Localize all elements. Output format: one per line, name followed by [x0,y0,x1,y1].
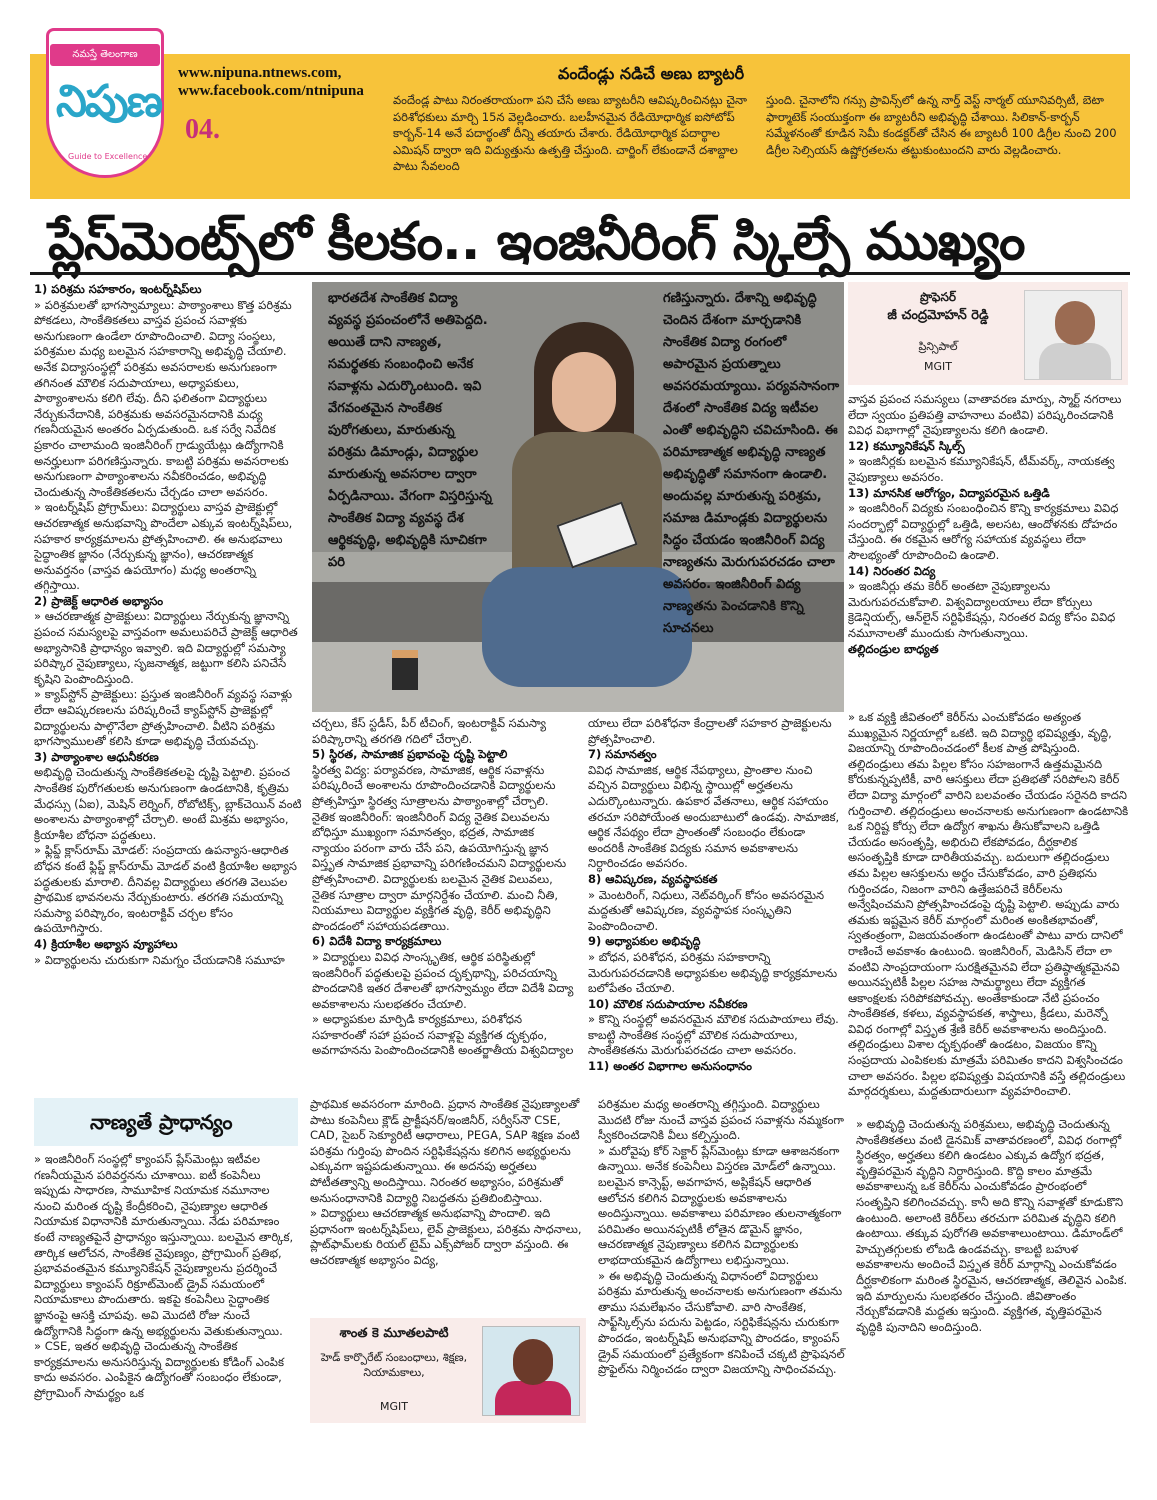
author-role: ప్రొఫెసర్ [919,290,956,304]
news-brief [393,64,1129,194]
bottom-column-e [310,1097,588,1313]
article-column-c [588,716,844,1078]
logo-tagline: నమస్తే తెలంగాణ [50,44,160,66]
paragraph: » ఇంజినీర్లు తమ కెరీర్ అంతటా నైపుణ్యాలను మెరుగుపరచుకోవాలి. విశ్వవిద్యాలయాలు లేదా కోర్సులు క్రెడెన్షియల్స్, ఆన్‌లైన్ సర్టిఫికేషన్లు, నిరంతర విద్య కోసం వివిధ నమూనాలతో ముందుకు సాగుతున్నాయి. [848,579,1116,640]
paragraph: » ఫ్లిప్డ్ క్లాస్‌రూమ్ మోడల్: సంప్రదాయ ఉపన్యాస-ఆధారిత బోధన కంటే ఫ్లిప్డ్ క్లాస్‌రూమ్ మోడల్ వంటి క్రియాశీల అభ్యాస పద్ధతులకు మారాలి. దీనివల్ల విద్యార్థులు తరగతి వెలుపల ప్రాథమిక భావనలను నేర్చుకుంటారు. తరగతి సమయాన్ని సమస్యా పరిష్కారం, ఇంటరాక్టివ్ చర్చల కోసం ఉపయోగిస్తారు. [34,843,297,936]
paragraph: » ఇంజినీరింగ్ సంస్థల్లో క్యాంపస్ ప్లేస్‌మెంట్లు ఇటీవల గణనీయమైన పరివర్తనను చూశాయి. ఐటీ కంపెనీలు ఇప్పుడు సాధారణ, సామూహిక నియామక నమూనాల నుంచి మరింత దృష్టి కేంద్రీకరించి, నైపుణ్యాల ఆధారిత నియామక విధానానికి మారుతున్నాయి. నేడు పరిమాణం కంటే నాణ్యతపైనే ప్రాధాన్యం ఇస్తున్నాయి. బలమైన తార్కిక, తార్కిక ఆలోచన, సాంకేతిక నైపుణ్యం, ప్రోగ్రామింగ్ ప్రతిభ, ప్రభావవంతమైన కమ్యూనికేషన్ నైపుణ్యాలను ప్రదర్శించే విద్యార్థులు క్యాంపస్ రిక్రూట్‌మెంట్ డ్రైవ్ సమయంలో నియామకాలు పొందుతారు. ఇకపై కంపెనీలు సైద్ధాంతిక జ్ఞానంపై ఆసక్తి చూపవు. అవి మొదటి రోజు నుంచే ఉద్యోగానికి సిద్ధంగా ఉన్న అభ్యర్థులను వెతుకుతున్నాయి. [34,1152,294,1338]
author-name: జీ చంద్రమోహన్ రెడ్డి [887,308,989,323]
paragraph: » బోధన, పరిశోధన, పరిశ్రమ సహకారాన్ని మెరుగుపరచడానికి అధ్యాపకుల అభివృద్ధి కార్యక్రమాలను బలోపేతం చేయాలి. [588,949,838,996]
website-link[interactable]: www.nipuna.ntnews.com, [178,65,342,81]
paragraph: చర్చలు, కేస్ స్టడీస్, పీర్ టీచింగ్, ఇంటరాక్టివ్ సమస్యా పరిష్కారాన్ని తరగతి గదిలో చేర్చాలి. [312,716,547,746]
article-column-right-top [848,392,1130,708]
intro-right: గణిస్తున్నారు. దేశాన్ని అభివృద్ధి చెందిన దేశంగా మార్చడానికి సాంకేతిక విద్యా రంగంలో అపారమైన ప్రయత్నాలు అవసరమయ్యాయి. పర్యవసానంగా దేశంలో సాంకేతిక విద్య ఇటీవల ఎంతో అభివృద్ధిని చవిచూసింది. ఈ పరిమాణాత్మక అభివృద్ధి నాణ్యత అభివృద్ధితో సమానంగా ఉండాలి. అందువల్ల మారుతున్న పరిశ్రమ, సమాజ డిమాండ్లకు విద్యార్థులను సిద్ధం చేయడం ఇంజినీరింగ్ విద్య నాణ్యతను మెరుగుపరచడం చాలా అవసరం. ఇంజినీరింగ్ విద్య నాణ్యతను పెంచడానికి కొన్ని సూచనలు [663,291,840,636]
paragraph: » అధ్యాపకుల మార్పిడి కార్యక్రమాలు, పరిశోధన సహకారంతో సహా ప్రపంచ సవాళ్లపై వ్యక్తిగత దృక్పథం, అవగాహనను పెంపొందించడానికి అంతర్జాతీయ విశ్వవిద్యాల [312,1012,574,1058]
paragraph: ప్రాథమిక అవసరంగా మారింది. ప్రధాన సాంకేతిక నైపుణ్యాలతో పాటు కంపెనీలు క్లౌడ్ ప్రాక్టీషనర్/ఇంజినీర్, సర్వీస్‌నౌ CSE, CAD, సైబర్ సెక్యూరిటీ ఆధారాలు, PEGA, SAP శిక్షణ వంటి పరిశ్రమ గుర్తింపు పొందిన సర్టిఫికేషన్లను కలిగిన అభ్యర్థులను ఎక్కువగా ఇష్టపడుతున్నాయి. ఈ అదనపు అర్హతలు పోటీతత్వాన్ని అందిస్తాయి. నిరంతర అభ్యాసం, పరిశ్రమతో అనుసంధానానికి విద్యార్థి నిబద్ధతను ప్రతిబింబిస్తాయి. [310,1097,580,1205]
author-designation-2: హెడ్ కార్పొరేట్ సంబంధాలు, శిక్షణ, నియామకాలు, [320,1351,468,1379]
news-title: వందేండ్లు నడిచే అణు బ్యాటరీ [558,64,745,83]
paragraph: » ఈ అభివృద్ధి చెందుతున్న విధానంలో విద్యార్థులు పరిశ్రమ మారుతున్న అంచనాలకు అనుగుణంగా తమను తాము సమలేఖనం చేసుకోవాలి. వారి సాంకేతిక, సాఫ్ట్‌స్కిల్స్‌ను పదును పెట్టడం, సర్టిఫికేషన్లను చురుకుగా పొందడం, ఇంటర్న్‌షిప్ అనుభవాన్ని పొందడం, క్యాంపస్ డ్రైవ్ సమయంలో ప్రత్యేకంగా కనిపించే చక్కటి ప్రొఫెషనల్ ప్రొఫైల్‌ను నిర్మించడం ద్వారా విజయాన్ని సాధించవచ్చు. [598,1268,845,1377]
section-heading: 14) నిరంతర విద్య [848,563,936,578]
section-heading: 5) స్థిరత, సామాజిక ప్రభావంపై దృష్టి పెట్టాలి [312,747,508,762]
section-heading: 8) ఆవిష్కరణ, వ్యవస్థాపకత [588,871,718,886]
article-column-a [34,282,304,1078]
section-heading: 1) పరిశ్రమ సహకారం, ఇంటర్న్‌షిప్‌లు [34,282,202,296]
paragraph: » క్యాప్‌స్టోన్ ప్రాజెక్టులు: ప్రస్తుత ఇంజినీరింగ్ వ్యవస్థ సవాళ్లు లేదా ఆవిష్కరణలను పరిష్కరించే క్యాప్‌స్టోన్ ప్రాజెక్టుల్లో విద్యార్థులను పాల్గొనేలా ప్రోత్సహించాలి. వీటిని పరిశ్రమ భాగస్వాములతో కలిసి కూడా అభివృద్ధి చేయవచ్చు. [34,687,293,749]
issue-number: 04. [185,114,220,145]
section-heading: 11) అంతర విభాగాల అనుసంధానం [588,1059,752,1074]
paragraph: » విద్యార్థులను చురుకుగా నిమగ్నం చేయడానికి సమూహ [34,952,285,967]
paragraph: వివిధ సామాజిక, ఆర్థిక నేపథ్యాలు, ప్రాంతాల నుంచి వచ్చిన విద్యార్థులు విభిన్న స్థాయిల్లో అర్హతలను ఎదుర్కొంటున్నారు. ఉపకార వేతనాలు, ఆర్థిక సహాయం తరచూ సరిపోయేంత అందుబాటులో ఉండవు. సామాజిక, ఆర్థిక నేపథ్యం లేదా ప్రాంతంతో సంబంధం లేకుండా అందరికీ సాంకేతిక విద్యకు సమాన అవకాశాలను నిర్ధారించడం అవసరం. [588,762,840,871]
intro-left: భారతదేశ సాంకేతిక విద్యా వ్యవస్థ ప్రపంచంలోనే అతిపెద్దది. అయితే దాని నాణ్యత, సమర్థతకు సంబంధించి అనేక సవాళ్లను ఎదుర్కొంటుంది. ఇవి వేగవంతమైన సాంకేతిక పురోగతులు, మారుతున్న పరిశ్రమ డిమాండ్లు, విద్యార్థుల మారుతున్న అవసరాల ద్వారా ఏర్పడినాయి. వేగంగా విస్తరిస్తున్న సాంకేతిక విద్యా వ్యవస్థ దేశ ఆర్థికవృద్ధి, అభివృద్ధికి సూచికగా పరి [328,291,492,570]
headline-divider [30,272,1130,275]
section-heading: 12) కమ్యూనికేషన్ స్కిల్స్ [848,438,965,453]
paragraph: » విద్యార్థులు ఆచరణాత్మక అనుభవాన్ని పొందాలి. ఇది ప్రధానంగా ఇంటర్న్‌షిప్‌లు, లైవ్ ప్రాజెక్టులు, పరిశ్రమ సాధనాలు, ప్లాట్‌ఫామ్‌లకు రియల్ టైమ్ ఎక్స్‌పోజర్ ద్వారా వస్తుంది. ఈ ఆచరణాత్మక అభ్యాసం విద్య, [310,1206,582,1267]
site-links [178,64,364,100]
section-heading: 13) మానసిక ఆరోగ్యం, విద్యాపరమైన ఒత్తిడి [848,485,1050,500]
paragraph: » ఇంజినీరింగ్ విద్యకు సంబంధించిన కొన్ని కార్యక్రమాలు వివిధ సందర్భాల్లో విద్యార్థుల్లో ఒత్తిడి, అలసట, ఆందోళనకు దోహదం చేస్తుంది. ఈ రకమైన ఆరోగ్య సహాయక వ్యవస్థలు లేదా సౌలభ్యంతో రూపొందించి ఉండాలి. [848,501,1119,562]
section-heading: 10) మౌలిక సదుపాయాల నవీకరణ [588,996,748,1011]
paragraph: » విద్యార్థులు వివిధ సాంస్కృతిక, ఆర్థిక పరిస్థితుల్లో ఇంజినీరింగ్ పద్ధతులపై ప్రపంచ దృక్పథాన్ని, పరిచయాన్ని పొందడానికి ఇతర దేశాలతో భాగస్వామ్యం లేదా విదేశీ విద్యా అవకాశాలను సులభతరం చేయాలి. [312,949,574,1011]
author-org-2: MGIT [380,1400,408,1413]
paragraph: » కొన్ని సంస్థల్లో అవసరమైన మౌలిక సదుపాయాలు లేవు. కాబట్టి సాంకేతిక సంస్థల్లో మౌలిక సదుపాయాలు, సాంకేతికతను మెరుగుపరచడం చాలా అవసరం. [588,1012,839,1058]
section-heading: 7) సమానత్వం [588,747,657,762]
section-heading: 4) క్రియాశీల అభ్యాస వ్యూహాలు [34,936,178,951]
bottom-column-d [34,1152,298,1496]
paragraph: పరిశ్రమల మధ్య అంతరాన్ని తగ్గిస్తుంది. విద్యార్థులు మొదటి రోజు నుంచే వాస్తవ ప్రపంచ సవాళ్లను నమ్మకంగా స్వీకరించడానికి వీలు కల్పిస్తుంది. [598,1097,845,1143]
bottom-column-f [598,1097,846,1496]
author-box [848,282,1128,385]
author-designation: ప్రిన్సిపాల్ [918,340,958,353]
logo-subtext: Guide to Excellence [68,152,148,161]
section-heading: 2) ప్రాజెక్ట్ ఆధారిత అభ్యాసం [34,593,164,608]
paragraph: యాలు లేదా పరిశోధనా కేంద్రాలతో సహకార ప్రాజెక్టులను ప్రోత్సహించాలి. [588,716,832,746]
news-column-2: స్తుంది. చైనాలోని గన్సు ప్రావిన్స్‌లో ఉన్న నార్త్ వెస్ట్ నార్మల్ యూనివర్సిటీ, బెటా ఫార్మాటెక్ సంయుక్తంగా ఈ బ్యాటరీని అభివృద్ధి చేశాయి. సిలికాన్-కార్బన్ సమ్మేళనంతో కూడిన సెమీ కండక్టర్‌తో చేసిన ఈ బ్యాటరీ 100 డిగ్రీల నుంచి 200 డిగ్రీల సెల్సియస్ ఉష్ణోగ్రతలను తట్టుకుంటుందని వారు వెల్లడించారు. [766,93,1117,157]
paragraph: » పరిశ్రమలతో భాగస్వామ్యాలు: పాఠ్యాంశాలు కొత్త పరిశ్రమ పోకడలు, సాంకేతికతలు వాస్తవ ప్రపంచ సవాళ్లకు అనుగుణంగా ఉండేలా రూపొందించాలి. విద్యా సంస్థలు, పరిశ్రమల మధ్య బలమైన సహకారాన్ని అభివృద్ధి చేయాలి. అనేక విద్యాసంస్థల్లో పరిశ్రమ అవసరాలకు అనుగుణంగా తగినంత మౌలిక సదుపాయాలు, అధ్యాపకులు, పాఠ్యాంశాలను కలిగి లేవు. దీని ఫలితంగా విద్యార్థులు నేర్చుకునేదానికి, పరిశ్రమకు అవసరమైనదానికి మధ్య గణనీయమైన అంతరం ఏర్పడుతుంది. ఒక సర్వే నివేదిక ప్రకారం చాలామంది ఇంజినీరింగ్ గ్రాడ్యుయేట్లు ఉద్యోగానికి అనర్హులుగా పరిగణిస్తున్నారు. కాబట్టి పరిశ్రమ అవసరాలకు అనుగుణంగా పాఠ్యాంశాలను నవీకరించడం, అభివృద్ధి చెందుతున్న సాంకేతికతలను చేర్చడం చాలా అవసరం. [34,297,292,499]
author-box-2 [310,1318,586,1423]
paragraph: » ఆచరణాత్మక ప్రాజెక్టులు: విద్యార్థులు నేర్చుకున్న జ్ఞానాన్ని ప్రపంచ సమస్యలపై వాస్తవంగా అమలుపరిచే ప్రాజెక్ట్ ఆధారిత అభ్యాసానికి ప్రాధాన్యం ఇవ్వాలి. ఇది విద్యార్థుల్లో సమస్యా పరిష్కార నైపుణ్యాలు, సృజనాత్మక, జట్టుగా కలిసి పనిచేసే కృషిని పెంపొందిస్తుంది. [34,609,298,686]
subhead-title: నాణ్యతే ప్రాధాన్యం [90,1110,233,1134]
subhead-box [34,1098,298,1146]
paragraph: స్థిరత్వ విద్య: పర్యావరణ, సామాజిక, ఆర్థిక సవాళ్లను పరిష్కరించే అంశాలను రూపొందించడానికి విద్యార్థులను ప్రోత్సహిస్తూ స్థిరత్వ సూత్రాలను పాఠ్యాంశాల్లో చేర్చాలి. [312,762,556,808]
bottom-column-g [856,1117,1130,1496]
author-org: MGIT [924,360,952,373]
intro-text [318,288,840,636]
logo [38,14,170,198]
article-column-right [848,710,1130,1115]
paragraph: » మెంటరింగ్, నిధులు, నెట్‌వర్కింగ్ కోసం అవసరమైన మద్దతుతో ఆవిష్కరణ, వ్యవస్థాపక సంస్కృతిని పెంపొందించాలి. [588,887,825,933]
page-headline: ప్లేస్‌మెంట్స్‌లో కీలకం.. ఇంజినీరింగ్ స్కిల్సే ముఖ్యం [48,212,1025,272]
article-column-b [312,716,574,1078]
avatar [1024,290,1122,380]
paragraph: అభివృద్ధి చెందుతున్న సాంకేతికతలపై దృష్టి పెట్టాలి. ప్రపంచ సాంకేతిక పురోగతులకు అనుగుణంగా ఉండటానికి, కృత్రిమ మేధస్సు (ఏఐ), మెషిన్ లెర్నింగ్, రోబోటిక్స్, బ్లాక్‌చెయిన్ వంటి అంశాలను పాఠ్యాంశాల్లో చేర్చాలి. అంటే మిశ్రమ అభ్యాసం, క్రియాశీల బోధనా పద్ధతులు. [34,765,302,842]
paragraph: వాస్తవ ప్రపంచ సమస్యలు (వాతావరణ మార్పు, స్మార్ట్ నగరాలు లేదా స్వయం ప్రతిపత్తి వాహనాలు వంటివి) పరిష్కరించడానికి వివిధ విభాగాల్లో నైపుణ్యాలను కలిగి ఉండాలి. [848,392,1122,438]
author-name-2: శాంత కె మూతలపాటి [339,1326,449,1341]
paragraph: » ఇంటర్న్‌షిప్ ప్రోగ్రామ్‌లు: విద్యార్థులు వాస్తవ ప్రాజెక్టుల్లో ఆచరణాత్మక అనుభవాన్ని పొందేలా ఎక్కువ ఇంటర్న్‌షిప్‌లు, సహకార కార్యక్రమాలను ప్రోత్సహించాలి. ఈ అనుభవాలు సైద్ధాంతిక జ్ఞానం (నేర్చుకున్న జ్ఞానం), ఆచరణాత్మక అనువర్తనం (వాస్తవ ఉపయోగం) మధ్య అంతరాన్ని తగ్గిస్తాయి. [34,500,293,593]
section-heading: 6) విదేశీ విద్యా కార్యక్రమాలు [312,934,442,949]
avatar [482,1326,580,1416]
section-heading: 3) పాఠ్యాంశాల ఆధునీకరణ [34,749,159,764]
paragraph: నైతిక ఇంజినీరింగ్: ఇంజినీరింగ్ విద్య నైతిక విలువలను బోధిస్తూ ముఖ్యంగా సమానత్వం, భద్రత, సామాజిక న్యాయం పరంగా వారు చేసే పని, ఉపయోగిస్తున్న జ్ఞాన విస్తృత సామాజిక ప్రభావాన్ని పరిగణించమని విద్యార్థులను ప్రోత్సహించాలి. విద్యార్థులకు బలమైన నైతిక విలువలు, నైతిక సూత్రాల ద్వారా మార్గనిర్దేశం చేయాలి. మంచి నీతి, నియమాలు విద్యార్థుల వ్యక్తిగత వృద్ధి, కెరీర్ అభివృద్ధిని పొందడంలో సహాయపడతాయి. [312,809,567,933]
news-column-1: వందేండ్ల పాటు నిరంతరాయంగా పని చేసే అణు బ్యాటరీని ఆవిష్కరించినట్లు చైనా పరిశోధకులు మార్చి 15న వెల్లడించారు. బలహీనమైన రేడియోధార్మిక ఐసోటోప్ కార్బన్-14 అనే పదార్థంతో దీన్ని తయారు చేశారు. రేడియోధార్మిక పదార్థాల ఎమిషన్ ద్వారా ఇది విద్యుత్తును ఉత్పత్తి చేస్తుంది. చార్జింగ్ లేకుండానే దశాబ్దాల పాటు సేవలంది [393,93,747,173]
paragraph: » ఇంజినీర్లకు బలమైన కమ్యూనికేషన్, టీమ్‌వర్క్, నాయకత్వ నైపుణ్యాలు అవసరం. [848,454,1115,484]
facebook-link[interactable]: www.facebook.com/ntnipuna [178,83,364,99]
paragraph: » మరోవైపు కోర్ సెక్టార్ ప్లేస్‌మెంట్లు కూడా ఆశాజనకంగా ఉన్నాయి. అనేక కంపెనీలు విస్తరణ మోడ్‌లో ఉన్నాయి. బలమైన కాన్సెప్ట్, అవగాహన, అప్లికేషన్ ఆధారిత ఆలోచన కలిగిన విద్యార్థులకు అవకాశాలను అందిస్తున్నాయి. అవకాశాలు పరిమాణం తులనాత్మకంగా పరిమితం అయినప్పటికీ లోతైన డొమైన్ జ్ఞానం, ఆచరణాత్మక నైపుణ్యాలు కలిగిన విద్యార్థులకు లాభదాయకమైన ఉద్యోగాలు లభిస్తున్నాయి. [598,1143,842,1267]
section-heading: తల్లిదండ్రుల బాధ్యత [848,641,939,656]
logo-text: నిపుణ [56,76,162,127]
paragraph: » CSE, ఇతర అభివృద్ధి చెందుతున్న సాంకేతిక కార్యక్రమాలను అనుసరిస్తున్న విద్యార్థులకు కోడింగ్ ఎంపిక కాదు అవసరం. ఎంపికైన ఉద్యోగంతో సంబంధం లేకుండా, ప్రోగ్రామింగ్ సామర్థ్యం ఒక [34,1339,284,1400]
paragraph: » ఒక వ్యక్తి జీవితంలో కెరీర్‌ను ఎంచుకోవడం అత్యంత ముఖ్యమైన నిర్ణయాల్లో ఒకటి. ఇది విద్యార్థి భవిష్యత్తు, వృద్ధి, విజయాన్ని రూపొందించడంలో కీలక పాత్ర పోషిస్తుంది. తల్లిదండ్రులు తమ పిల్లల కోసం సహజంగానే ఉత్తమమైనది కోరుకున్నప్పటికీ, వారి ఆసక్తులు లేదా ప్రతిభతో సరిపోలని కెరీర్ లేదా విద్యా మార్గంలో వారిని బలవంతం చేయడం సరైనది కాదని గుర్తించాలి. తల్లిదండ్రులు అంచనాలకు అనుగుణంగా ఉండటానికి ఒక నిర్దిష్ట కోర్సు లేదా ఉద్యోగ శాఖను తీసుకోవాలని ఒత్తిడి చేయడం అసంతృప్తి, అభిరుచి లేకపోవడం, దీర్ఘకాలిక అసంతృప్తికి కూడా దారితీయవచ్చు. బదులుగా తల్లిదండ్రులు తమ పిల్లల ఆసక్తులను అర్థం చేసుకోవడం, వారి ప్రతిభను గుర్తించడం, నిజంగా వారిని ఉత్తేజపరిచే కెరీర్‌లను అన్వేషించమని ప్రోత్సహించడంపై దృష్టి పెట్టాలి. అప్పుడు వారు తమకు ఇష్టమైన కెరీర్ మార్గంలో మరింత అంకితభావంతో, స్వతంత్రంగా, విజయవంతంగా ఉండటంతో పాటు వారు దానిలో రాణించే అవకాశం ఉంటుంది. ఇంజినీరింగ్, మెడిసిన్ లేదా లా వంటివి సాంప్రదాయంగా సురక్షితమైనవి లేదా ప్రతిష్ఠాత్మకమైనవి అయినప్పటికీ పిల్లల సహజ సామర్థ్యాలు లేదా వ్యక్తిగత ఆకాంక్షలకు సరిపోకపోవచ్చు. అంతేకాకుండా నేటి ప్రపంచం సాంకేతికత, కళలు, వ్యవస్థాపకత, శాస్త్రాలు, క్రీడలు, మరెన్నో వివిధ రంగాల్లో విస్తృత శ్రేణి కెరీర్ అవకాశాలను అందిస్తుంది. తల్లిదండ్రులు విశాల దృక్పథంతో ఉండటం, విజయం కొన్ని సంప్రదాయ ఎంపికలకు మాత్రమే పరిమితం కాదని విశ్వసించడం చాలా అవసరం. పిల్లల భవిష్యత్తు విషయానికి వస్తే తల్లిదండ్రులు మార్గదర్శకులు, మద్దతుదారులుగా వ్యవహరించాలి. [848,710,1129,1099]
section-heading: 9) అధ్యాపకుల అభివృద్ధి [588,934,701,949]
paragraph: » అభివృద్ధి చెందుతున్న పరిశ్రమలు, అభివృద్ధి చెందుతున్న సాంకేతికతలు వంటి డైనమిక్ వాతావరణంలో, వివిధ రంగాల్లో స్థిరత్వం, అర్హతలు కలిగి ఉండటం ఎక్కువ ఉద్యోగ భద్రత, వృత్తిపరమైన వృద్ధిని నిర్ధారిస్తుంది. కొద్ది కాలం మాత్రమే అవకాశాలున్న ఒక కెరీర్‌ను ఎంచుకోవడం ప్రారంభంలో సంతృప్తిని కలిగించవచ్చు. కానీ అది కొన్ని సవాళ్లతో కూడుకొని ఉంటుంది. అలాంటి కెరీర్‌లు తరచుగా పరిమిత వృద్ధిని కలిగి ఉంటాయి. తక్కువ పురోగతి అవకాశాలుంటాయి. డిమాండ్‌లో హెచ్చుతగ్గులకు లోబడి ఉండవచ్చు. కాబట్టి బహుళ అవకాశాలను అందించే విస్తృత కెరీర్ మార్గాన్ని ఎంచుకోవడం దీర్ఘకాలికంగా మరింత స్థిరమైన, ఆచరణాత్మక, తెలివైన ఎంపిక. ఇది మార్పులను సులభతరం చేస్తుంది. జీవితాంతం నేర్చుకోవడానికి మద్దతు ఇస్తుంది. వ్యక్తిగత, వృత్తిపరమైన వృద్ధికి పునాదిని అందిస్తుంది. [856,1117,1128,1334]
feature-photo [312,282,844,712]
coffee-cup-icon [392,650,418,690]
